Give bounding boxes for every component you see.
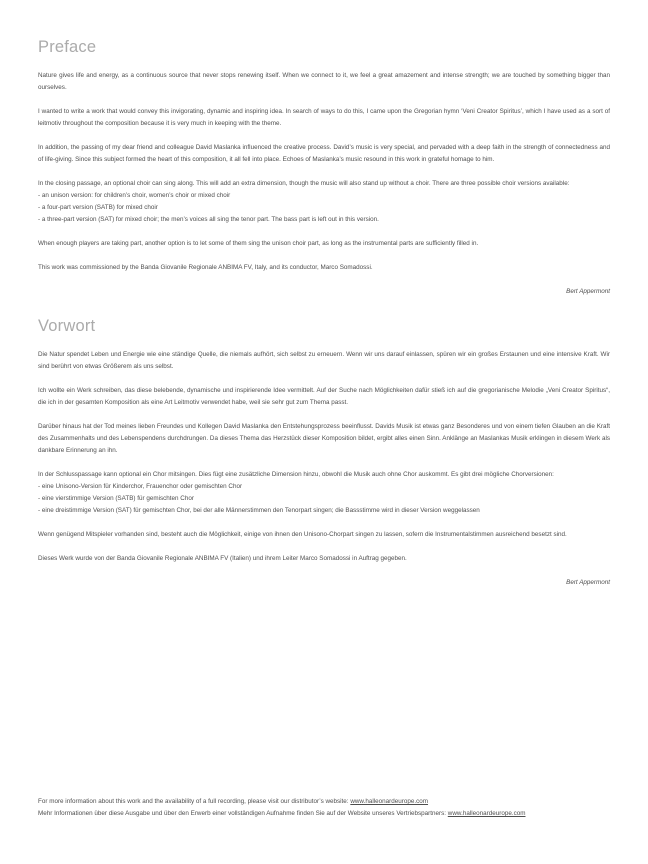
vorwort-paragraph-2: Ich wollte ein Werk schreiben, das diese belebende, dynamische und inspirierende Idee vermittelt. Auf der Suche nach Möglichkeiten dafür stieß ich auf die gregorianische Melodie „Veni Creator Spiritus“, die ich in der gesamten Komposition als eine Art Leitmotiv verwendet habe, weil sie sehr gut zum Thema passt. (38, 387, 610, 406)
preface-section (38, 38, 610, 298)
vorwort-paragraph-3: Darüber hinaus hat der Tod meines lieben Freundes und Kollegen David Maslanka den Entstehungsprozess beeinflusst. Davids Musik ist etwas ganz Besonderes und von einem tiefen Glauben an die Kraft des Zusammenhalts und des Lebenspendens durchdrungen. Da dieses Thema das Herzstück dieser Komposition bildet, ergibt alles einen Sinn. Anklänge an Maslankas Musik erklingen in diesem Werk als dankbare Erinnerung an ihn. (38, 423, 610, 454)
vorwort-section (38, 317, 610, 589)
distributor-footer (38, 796, 610, 820)
choir-version-item-de: - eine dreistimmige Version (SAT) für gemischten Chor, bei der alle Männerstimmen den Tenorpart singen; die Bassstimme wird in dieser Version weggelassen (38, 507, 480, 514)
footer-line-de (38, 808, 610, 820)
vorwort-paragraph-6: Dieses Werk wurde von der Banda Giovanile Regionale ANBIMA FV (Italien) und ihrem Leiter Marco Somadossi in Auftrag gegeben. (38, 555, 407, 562)
author-signature-en: Bert Appermont (566, 288, 610, 295)
choir-version-item-de: - eine Unisono-Version für Kinderchor, Frauenchor oder gemischten Chor (38, 483, 243, 490)
distributor-website-link-de[interactable]: www.halleonardeurope.com (447, 810, 526, 817)
choir-versions-intro-de: In der Schlusspassage kann optional ein Chor mitsingen. Dies fügt eine zusätzliche Dimension hinzu, obwohl die Musik auch ohne Chor auskommt. Es gibt drei mögliche Chorversionen: (38, 471, 554, 478)
choir-version-item-de: - eine vierstimmige Version (SATB) für gemischten Chor (38, 495, 194, 502)
distributor-website-link-en[interactable]: www.halleonardeurope.com (350, 798, 429, 805)
preface-paragraph-2: I wanted to write a work that would convey this invigorating, dynamic and inspiring idea. In search of ways to do this, I came upon the Gregorian hymn ‘Veni Creator Spiritus’, which I have used as a sort of leitmotiv throughout the composition because it is very much in keeping with the theme. (38, 108, 610, 127)
vorwort-paragraph-5: Wenn genügend Mitspieler vorhanden sind, besteht auch die Möglichkeit, einige von ihnen den Unisono-Chorpart singen zu lassen, sofern die Instrumentalstimmen ausreichend besetzt sind. (38, 531, 567, 538)
preface-heading: Preface (38, 38, 97, 56)
choir-version-item: - a four-part version (SATB) for mixed choir (38, 204, 158, 211)
choir-version-item: - a three-part version (SAT) for mixed choir; the men’s voices all sing the tenor part. The bass part is left out in this version. (38, 216, 379, 223)
preface-paragraph-1: Nature gives life and energy, as a continuous source that never stops renewing itself. When we connect to it, we feel a great amazement and intense strength; we are touched by something bigger than ourselves. (38, 72, 610, 91)
vorwort-paragraph-1: Die Natur spendet Leben und Energie wie eine ständige Quelle, die niemals aufhört, sich selbst zu erneuern. Wenn wir uns darauf einlassen, spüren wir ein großes Erstaunen und eine intensive Kraft. Wir sind berührt von etwas Größerem als uns selbst. (38, 351, 610, 370)
preface-choir-versions-block (38, 178, 610, 226)
preface-paragraph-5: When enough players are taking part, another option is to let some of them sing the unison choir part, as long as the instrumental parts are sufficiently filled in. (38, 240, 479, 247)
author-signature-de: Bert Appermont (566, 579, 610, 586)
preface-paragraph-3: In addition, the passing of my dear friend and colleague David Maslanka influenced the creative process. David’s music is very special, and pervaded with a deep faith in the strength of connectedness and of life-giving. Since this subject formed the heart of this composition, it all fell into place. Echoes of Maslanka’s music resound in this work in grateful homage to him. (38, 144, 610, 163)
footer-line-en (38, 796, 610, 808)
document-page (38, 38, 610, 589)
vorwort-heading: Vorwort (38, 317, 96, 335)
footer-text-en: For more information about this work and the availability of a full recording, please visit our distributor’s website: (38, 798, 351, 805)
footer-text-de: Mehr Informationen über diese Ausgabe und über den Erwerb einer vollständigen Aufnahme finden Sie auf der Website unseres Vertriebspartners: (38, 810, 448, 817)
preface-paragraph-6: This work was commissioned by the Banda Giovanile Regionale ANBIMA FV, Italy, and its conductor, Marco Somadossi. (38, 264, 373, 271)
choir-versions-intro: In the closing passage, an optional choir can sing along. This will add an extra dimension, though the music will also stand up without a choir. There are three possible choir versions available: (38, 180, 570, 187)
choir-version-item: - an unison version: for children’s choir, women’s choir or mixed choir (38, 192, 231, 199)
vorwort-choir-versions-block (38, 469, 610, 517)
